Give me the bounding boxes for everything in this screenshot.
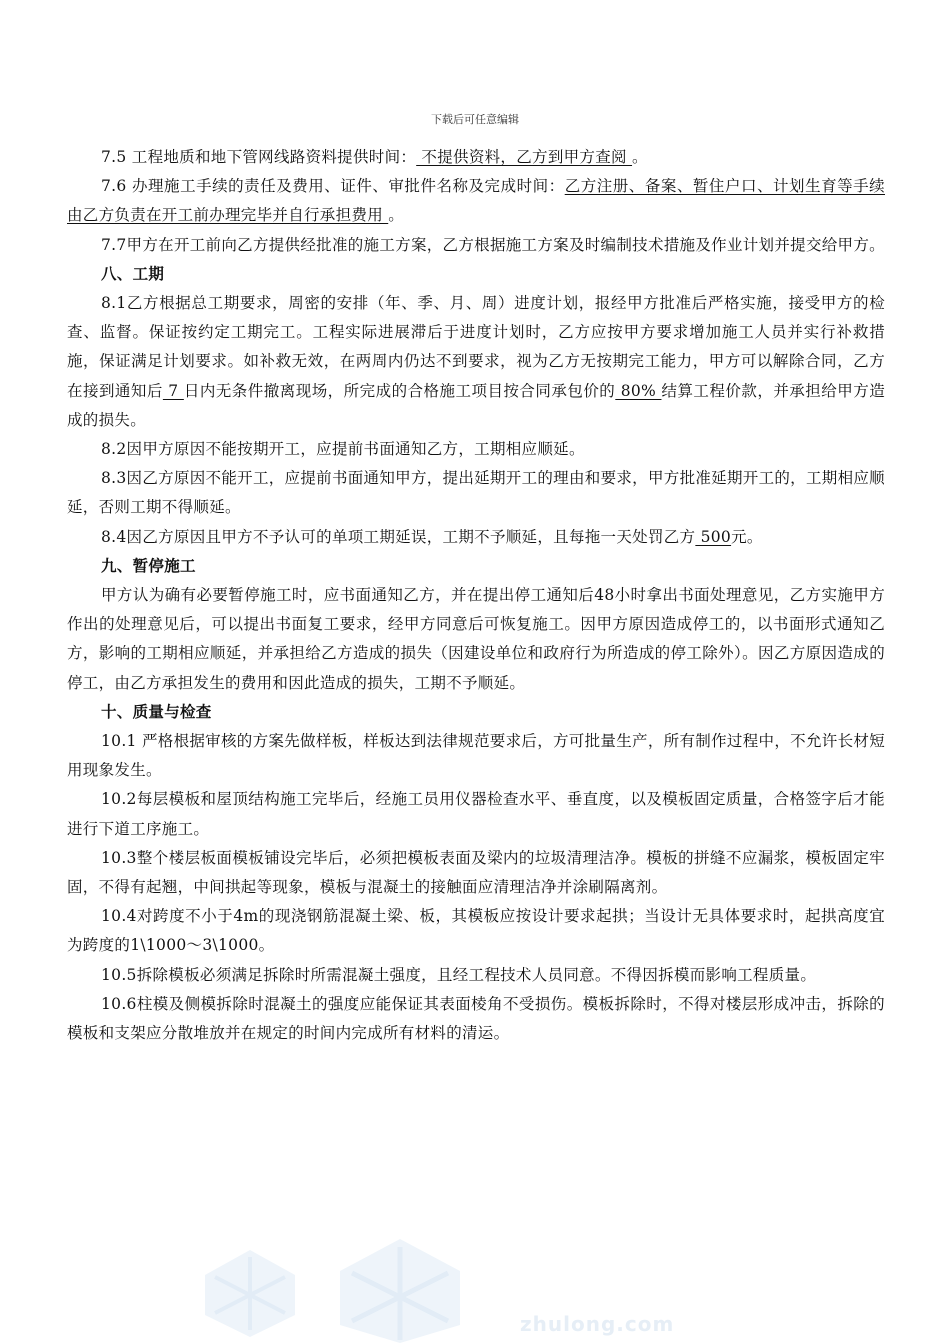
clause-10-6: 10.6柱模及侧模拆除时混凝土的强度应能保证其表面棱角不受损伤。模板拆除时，不得对楼层形成冲击，拆除的模板和支架应分散堆放并在规定的时间内完成所有材料的清运。 <box>67 994 885 1043</box>
clause-text: 8.1乙方根据总工期要求，周密的安排（年、季、月、周）进度计划，报经甲方批准后严格实施，接受甲方的检查、监督。保证按约定工期完工。工程实际进展滞后于进度计划时，乙方应按甲方要求增加施工人员并实行补救措施，保证满足计划要求。如补救无效，在两周内仍达不到要求，视为乙方无按期完工能力，甲方可以解除合同，乙方在接到通知后 <box>67 294 885 400</box>
clause-8-4 <box>67 523 885 552</box>
clause-10-2: 10.2每层模板和屋顶结构施工完毕后，经施工员用仪器检查水平、垂直度，以及模板固定质量，合格签字后才能进行下道工序施工。 <box>67 790 885 838</box>
filled-blank: 不提供资料，乙方到甲方查阅 <box>416 148 633 166</box>
clause-8-2: 8.2因甲方原因不能按期开工，应提前书面通知乙方，工期相应顺延。 <box>101 440 585 459</box>
clause-text: 8.4因乙方原因且甲方不予认可的单项工期延误，工期不予顺延，且每拖一天处罚乙方 <box>101 527 696 546</box>
watermark-snowflake-icon <box>330 1235 470 1344</box>
filled-blank: 乙方注册、备案、暂住户口、计划生育等手续由乙方负责在开工前办理完毕并自行承担费用 <box>67 177 885 225</box>
clause-7-7: 7.7甲方在开工前向乙方提供经批准的施工方案，乙方根据施工方案及时编制技术措施及作业计划并提交给甲方。 <box>101 235 885 254</box>
clause-text: 元。 <box>731 527 763 546</box>
watermark-text: zhulong.com <box>520 1312 675 1336</box>
filled-blank: 80% <box>615 381 662 400</box>
section-heading-8: 八、工期 <box>101 264 165 283</box>
clause-text: 。 <box>632 148 648 166</box>
section-heading-10: 十、质量与检查 <box>101 702 212 721</box>
clause-text: 结算工程价款，并承担给甲方造成的损失。 <box>67 381 885 429</box>
clause-8-3: 8.3因乙方原因不能开工，应提前书面通知甲方，提出延期开工的理由和要求，甲方批准延期开工的，工期相应顺延，否则工期不得顺延。 <box>67 469 885 517</box>
clause-9: 甲方认为确有必要暂停施工时，应书面通知乙方，并在提出停工通知后48小时拿出书面处理意见，乙方实施甲方作出的处理意见后，可以提出书面复工要求，经甲方同意后可恢复施工。因甲方原因造成停工的，以书面形式通知乙方，影响的工期相应顺延，并承担给乙方造成的损失（因建设单位和政府行为所造成的停工除外）。因乙方原因造成的停工，由乙方承担发生的费用和因此造成的损失，工期不予顺延。 <box>67 586 885 692</box>
clause-7-6 <box>67 172 885 230</box>
clause-10-3: 10.3整个楼层板面模板铺设完毕后，必须把模板表面及梁内的垃圾清理洁净。模板的拼缝不应漏浆，模板固定牢固，不得有起翘，中间拱起等现象，模板与混凝土的接触面应清理洁净并涂刷隔离剂。 <box>67 848 885 897</box>
clause-8-1 <box>67 289 885 435</box>
clause-text: 。 <box>388 206 405 225</box>
clause-10-5: 10.5拆除模板必须满足拆除时所需混凝土强度，且经工程技术人员同意。不得因拆模而影响工程质量。 <box>101 965 817 984</box>
clause-10-4: 10.4对跨度不小于4m的现浇钢筋混凝土梁、板，其模板应按设计要求起拱；当设计无具体要求时，起拱高度宜为跨度的1\1000～3\1000。 <box>67 907 885 955</box>
clause-7-5 <box>67 143 885 172</box>
page-header-note: 下载后可任意编辑 <box>431 113 519 126</box>
clause-text: 7.6 办理施工手续的责任及费用、证件、审批件名称及完成时间： <box>101 177 565 196</box>
filled-blank: 500 <box>695 527 732 546</box>
clause-text: 7.5 工程地质和地下管网线路资料提供时间： <box>101 148 417 166</box>
clause-text: 日内无条件撤离现场，所完成的合格施工项目按合同承包价的 <box>183 381 616 400</box>
clause-10-1: 10.1 严格根据审核的方案先做样板，样板达到法律规范要求后，方可批量生产，所有制作过程中，不允许长材短用现象发生。 <box>67 732 885 780</box>
contract-body <box>67 143 885 1048</box>
watermark-snowflake-icon <box>195 1245 305 1340</box>
section-heading-9: 九、暂停施工 <box>101 556 196 575</box>
filled-blank: 7 <box>162 381 184 400</box>
